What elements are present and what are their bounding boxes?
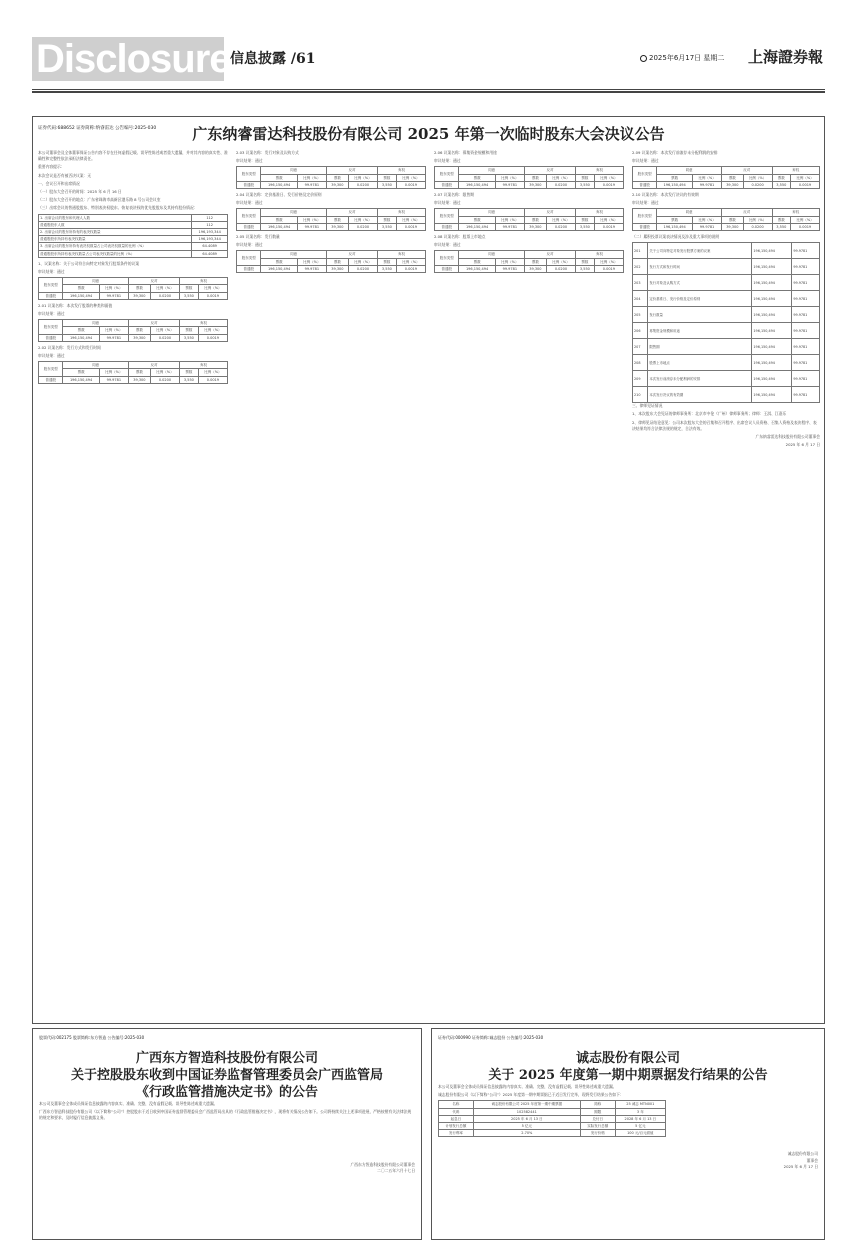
resolution-result: 审议结果：通过 bbox=[38, 353, 65, 359]
table-row: 202 发行方式和发行时间 196,150,494 99.9781 bbox=[633, 259, 820, 275]
resolution-title: 2.06 议案名称：募集资金规模和用途 bbox=[434, 150, 497, 155]
table-header-row: 股东类型 同意 反对 弃权 bbox=[237, 209, 426, 216]
resolutions-column-1 bbox=[38, 261, 228, 384]
notice-3-signature: 诚志股份有限公司 bbox=[787, 1151, 818, 1157]
table-row: 普通股 196,150,494 99.9781 39,300 0.0200 3,550 0.0019 bbox=[39, 292, 228, 299]
column-2 bbox=[236, 150, 426, 1020]
vote-table bbox=[434, 208, 624, 231]
table-subheader-row: 票数 比例（%） 票数 比例（%） 票数 比例（%） bbox=[39, 285, 228, 292]
table-row: 普通股 196,150,494 99.9781 39,300 0.0200 3,550 0.0019 bbox=[435, 181, 624, 188]
table-row: 201 关于公司向特定对象发行股票方案的议案 196,150,494 99.9781 bbox=[633, 243, 820, 259]
table-row: 3. 出席会议的股东所持有表决权数量占公司表决权数量的比例（%） 64.4089 bbox=[39, 243, 228, 250]
resolution-result: 审议结果：通过 bbox=[38, 269, 65, 275]
vote-table bbox=[632, 208, 820, 231]
notice-3-text: 诚志股份有限公司（以下简称“公司”）2025 年度第一期中期票据已于近日发行完毕，现将发行结果公告如下： bbox=[438, 1092, 624, 1098]
table-row: 普通股 196,150,494 99.9781 39,300 0.0200 3,550 0.0019 bbox=[435, 265, 624, 272]
table-header-row: 股东类型 同意 反对 弃权 bbox=[39, 362, 228, 369]
table-row: 普通股 196,150,494 99.9781 39,300 0.0200 3,550 0.0019 bbox=[237, 181, 426, 188]
notice-3-intro: 本公司及董事会全体成员保证信息披露的内容真实、准确、完整，没有虚假记载、误导性陈述或重大遗漏。 bbox=[438, 1084, 617, 1089]
notice-2-box bbox=[32, 1028, 422, 1240]
table-row: 代码 102582441 期限 3 年 bbox=[439, 1108, 666, 1115]
table-row: 205 发行数量 196,150,494 99.9781 bbox=[633, 307, 820, 323]
meeting-item: （一）股东大会召开的时间：2025 年 6 月 16 日 bbox=[38, 189, 122, 195]
table-row: 206 募集资金规模和用途 196,150,494 99.9781 bbox=[633, 323, 820, 339]
table-subheader-row: 票数 比例（%） 票数 比例（%） 票数 比例（%） bbox=[633, 174, 820, 181]
section-banner: Disclosure bbox=[32, 37, 224, 81]
resolution-result: 审议结果：通过 bbox=[632, 158, 659, 164]
resolution-block bbox=[236, 150, 426, 189]
resolution-result: 审议结果：通过 bbox=[236, 158, 263, 164]
resolution-block bbox=[38, 345, 228, 384]
resolution-result: 审议结果：通过 bbox=[236, 200, 263, 206]
resolution-title: 1、议案名称：关于公司符合向特定对象发行股票条件的议案 bbox=[38, 260, 140, 266]
vote-table bbox=[434, 250, 624, 273]
resolution-title: 2.04 议案名称：定价基准日、发行价格及定价原则 bbox=[236, 192, 322, 198]
table-row: 起息日 2025 年 6 月 13 日 兑付日 2028 年 6 月 13 日 bbox=[439, 1115, 666, 1122]
resolution-block bbox=[236, 192, 426, 231]
resolution-block bbox=[38, 261, 228, 300]
notice-2-title-1: 广西东方智造科技股份有限公司 bbox=[135, 1051, 318, 1066]
notice-2-intro: 本公司及董事会全体成员保证信息披露的内容真实、准确、完整，没有虚假记载、误导性陈述或重大遗漏。 bbox=[39, 1101, 218, 1106]
table-subheader-row: 票数 比例（%） 票数 比例（%） 票数 比例（%） bbox=[237, 216, 426, 223]
resolution-title: 2.10 议案名称：本次发行决议的有效期 bbox=[632, 192, 699, 198]
resolution-title: 2.09 议案名称：本次发行前滚存未分配利润的安排 bbox=[632, 150, 718, 155]
notice-3-sign-date: 2025 年 6 月 17 日 bbox=[783, 1163, 818, 1169]
table-row: 名称 诚志股份有限公司 2025 年度第一期中期票据 简称 25 诚志 MTN001 bbox=[439, 1101, 666, 1108]
meeting-head: 一、会议召开和出席情况 bbox=[38, 180, 80, 186]
table-row: 普通股 196,150,494 99.9781 39,300 0.0200 3,550 0.0019 bbox=[633, 223, 820, 230]
notice-signature: 广东纳睿雷达科技股份有限公司董事会 bbox=[755, 434, 820, 440]
table-row: 普通股 196,150,494 99.9781 39,300 0.0200 3,550 0.0019 bbox=[237, 223, 426, 230]
table-row: 210 本次发行决议的有效期 196,150,494 99.9781 bbox=[633, 387, 820, 403]
notice-2-body bbox=[39, 1101, 415, 1236]
notice-sign-date: 2025 年 6 月 17 日 bbox=[785, 442, 820, 448]
newspaper-logo: 上海證券報 bbox=[748, 48, 824, 66]
notice-2-title-2: 关于控股股东收到中国证券监督管理委员会广西监管局 bbox=[70, 1068, 383, 1083]
table-subheader-row: 票数 比例（%） 票数 比例（%） 票数 比例（%） bbox=[39, 369, 228, 376]
points-head: 重要内容提示： bbox=[38, 164, 65, 170]
lawyer-text-2: 2、律师见证结论意见：公司本次股东大会的召集和召开程序、出席会议人员资格、召集人资格及表决程序、表决结果均符合法律法规的规定，合法有效。 bbox=[632, 419, 817, 431]
vote-table bbox=[632, 166, 820, 189]
resolution-title: 2.01 议案名称：本次发行股票的种类和面值 bbox=[38, 302, 113, 308]
table-row: 208 股票上市地点 196,150,494 99.9781 bbox=[633, 355, 820, 371]
table-subheader-row: 票数 比例（%） 票数 比例（%） 票数 比例（%） bbox=[237, 174, 426, 181]
table-row: 普通股 196,150,494 99.9781 39,300 0.0200 3,550 0.0019 bbox=[39, 376, 228, 383]
vote-table bbox=[236, 166, 426, 189]
table-row: 发行利率 2.70% 发行价格 100 元/百元面值 bbox=[439, 1130, 666, 1137]
table-header-row: 股东类型 同意 反对 弃权 bbox=[435, 167, 624, 174]
table-row: 209 本次发行前滚存未分配利润的安排 196,150,494 99.9781 bbox=[633, 371, 820, 387]
notice-title: 广东纳睿雷达科技股份有限公司 2025 年第一次临时股东大会决议公告 bbox=[192, 125, 665, 143]
resolution-block bbox=[236, 234, 426, 273]
table-header-row: 股东类型 同意 反对 弃权 bbox=[237, 251, 426, 258]
resolutions-column-3 bbox=[434, 150, 624, 273]
notice-2-text: 广西东方智造科技股份有限公司（以下简称“公司”）控股股东于近日收到中国证券监督管理委员会广西监管局出具的《行政监管措施决定书》，现将有关情况公告如下。公司将持续关注上述事项进展，严格按照有关法律法规的规定和要求，及时履行信息披露义务。 bbox=[39, 1109, 412, 1121]
table-row: 204 定价基准日、发行价格及定价原则 196,150,494 99.9781 bbox=[633, 291, 820, 307]
vote-table bbox=[38, 277, 228, 300]
resolution-result: 审议结果：通过 bbox=[434, 158, 461, 164]
table-row: 普通股股东所持有表决权数量 196,193,344 bbox=[39, 236, 228, 243]
notice-3-codes: 证券代码:000990 证券简称:诚志股份 公告编号:2025-030 bbox=[438, 1035, 544, 1040]
cumulative-vote-table bbox=[632, 242, 820, 403]
resolution-block bbox=[434, 234, 624, 273]
table-row: 普通股股东人数 112 bbox=[39, 221, 228, 228]
resolution-result: 审议结果：通过 bbox=[632, 200, 659, 206]
resolution-title: 2.03 议案名称：发行对象及认购方式 bbox=[236, 150, 299, 155]
table-row: 普通股股东所持有表决权数量占公司表决权数量的比例（%） 64.4089 bbox=[39, 250, 228, 257]
vote-table bbox=[38, 319, 228, 342]
dateline: 2025年6月17日 星期二 bbox=[640, 53, 724, 63]
date-bullet-icon bbox=[640, 55, 647, 62]
table-row: 2. 出席会议的股东所持有的表决权数量 196,193,344 bbox=[39, 229, 228, 236]
notice-2-codes: 股票代码:002175 股票简称:东方智造 公告编号:2025-030 bbox=[39, 1035, 145, 1040]
table-header-row: 股东类型 同意 反对 弃权 bbox=[435, 251, 624, 258]
resolution-result: 审议结果：通过 bbox=[434, 242, 461, 248]
resolution-block bbox=[632, 150, 820, 189]
table-header-row: 股东类型 同意 反对 弃权 bbox=[39, 320, 228, 327]
vote-table bbox=[236, 250, 426, 273]
resolution-block bbox=[434, 192, 624, 231]
table-row: 计划发行总额 5 亿元 实际发行总额 5 亿元 bbox=[439, 1123, 666, 1130]
notice-intro: 本公司董事会及全体董事保证公告内容不存在任何虚假记载、误导性陈述或者重大遗漏，并对其内容的真实性、准确性和完整性依法承担法律责任。 bbox=[38, 150, 228, 162]
resolution-result: 审议结果：通过 bbox=[38, 311, 65, 317]
table-row: 普通股 196,150,494 99.9781 39,300 0.0200 3,550 0.0019 bbox=[237, 265, 426, 272]
column-3 bbox=[434, 150, 624, 1020]
resolution-result: 审议结果：通过 bbox=[434, 200, 461, 206]
table-row: 203 发行对象及认购方式 196,150,494 99.9781 bbox=[633, 275, 820, 291]
resolution-block bbox=[434, 150, 624, 189]
table-subheader-row: 票数 比例（%） 票数 比例（%） 票数 比例（%） bbox=[39, 327, 228, 334]
resolutions-column-2 bbox=[236, 150, 426, 273]
resolution-block bbox=[38, 303, 228, 342]
section-title: 信息披露 /61 bbox=[230, 51, 316, 67]
list-header: （二）累积投票议案表决情况及涉及重大事项的说明 bbox=[632, 234, 720, 240]
notice-codes: 证券代码:688652 证券简称:纳睿雷达 公告编号:2025-030 bbox=[38, 126, 157, 131]
notice-3-sign-sub: 董事会 bbox=[806, 1157, 818, 1163]
attendance-table bbox=[38, 214, 228, 258]
table-subheader-row: 票数 比例（%） 票数 比例（%） 票数 比例（%） bbox=[435, 216, 624, 223]
table-header-row: 股东类型 同意 反对 弃权 bbox=[633, 209, 820, 216]
masthead-rule bbox=[32, 89, 825, 90]
resolution-result: 审议结果：通过 bbox=[236, 242, 263, 248]
resolution-title: 2.07 议案名称：限售期 bbox=[434, 192, 475, 198]
notice-2-signature: 广西东方智造科技股份有限公司董事会 bbox=[350, 1161, 415, 1167]
notice-3-box bbox=[431, 1028, 825, 1240]
resolution-title: 2.05 议案名称：发行数量 bbox=[236, 234, 280, 240]
notice-3-title-1: 诚志股份有限公司 bbox=[575, 1051, 680, 1066]
lawyer-head: 三、律师见证情况 bbox=[632, 403, 663, 409]
table-row: 普通股 196,150,494 99.9781 39,300 0.0200 3,550 0.0019 bbox=[633, 181, 820, 188]
masthead bbox=[0, 0, 857, 100]
table-row: 普通股 196,150,494 99.9781 39,300 0.0200 3,550 0.0019 bbox=[39, 334, 228, 341]
table-header-row: 股东类型 同意 反对 弃权 bbox=[237, 167, 426, 174]
vote-table bbox=[236, 208, 426, 231]
resolution-block bbox=[632, 192, 820, 231]
table-subheader-row: 票数 比例（%） 票数 比例（%） 票数 比例（%） bbox=[435, 258, 624, 265]
vote-table bbox=[434, 166, 624, 189]
vote-table bbox=[38, 361, 228, 384]
table-header-row: 股东类型 同意 反对 弃权 bbox=[39, 278, 228, 285]
table-subheader-row: 票数 比例（%） 票数 比例（%） 票数 比例（%） bbox=[633, 216, 820, 223]
table-header-row: 股东类型 同意 反对 弃权 bbox=[435, 209, 624, 216]
resolution-title: 2.08 议案名称：股票上市地点 bbox=[434, 234, 486, 240]
point-item: 本次会议是否有被否决议案：无 bbox=[38, 172, 92, 178]
table-row: 1. 出席会议的股东和代理人人数 112 bbox=[39, 214, 228, 221]
column-1 bbox=[38, 150, 228, 1020]
notice-2-title-3: 《行政监管措施决定书》的公告 bbox=[135, 1085, 318, 1100]
meeting-item: （三）出席会议的普通股股东、特别表决权股东、恢复表决权的优先股股东及其持有股份情况： bbox=[38, 205, 198, 211]
resolutions-column-4 bbox=[632, 150, 820, 231]
table-row: 207 限售期 196,150,494 99.9781 bbox=[633, 339, 820, 355]
lawyer-text: 1、本次股东大会见证的律师事务所：北京市中伦（广州）律师事务所；律师：王淇、江嘉乐 bbox=[632, 411, 787, 417]
table-subheader-row: 票数 比例（%） 票数 比例（%） 票数 比例（%） bbox=[435, 174, 624, 181]
resolution-title: 2.02 议案名称：发行方式和发行时间 bbox=[38, 344, 101, 350]
bond-table bbox=[438, 1100, 666, 1137]
masthead-rule-thick bbox=[32, 91, 825, 93]
meeting-item: （二）股东大会召开的地点：广东省珠海市高新区港乐路 8 号公司会议室 bbox=[38, 197, 161, 203]
table-row: 普通股 196,150,494 99.9781 39,300 0.0200 3,550 0.0019 bbox=[435, 223, 624, 230]
table-subheader-row: 票数 比例（%） 票数 比例（%） 票数 比例（%） bbox=[237, 258, 426, 265]
notice-2-sign-date: 二〇二五年六月十七日 bbox=[377, 1167, 415, 1173]
column-4 bbox=[632, 150, 820, 1020]
notice-3-body bbox=[438, 1084, 818, 1234]
notice-3-title-2: 关于 2025 年度第一期中期票据发行结果的公告 bbox=[488, 1068, 768, 1083]
table-header-row: 股东类型 同意 反对 弃权 bbox=[633, 167, 820, 174]
